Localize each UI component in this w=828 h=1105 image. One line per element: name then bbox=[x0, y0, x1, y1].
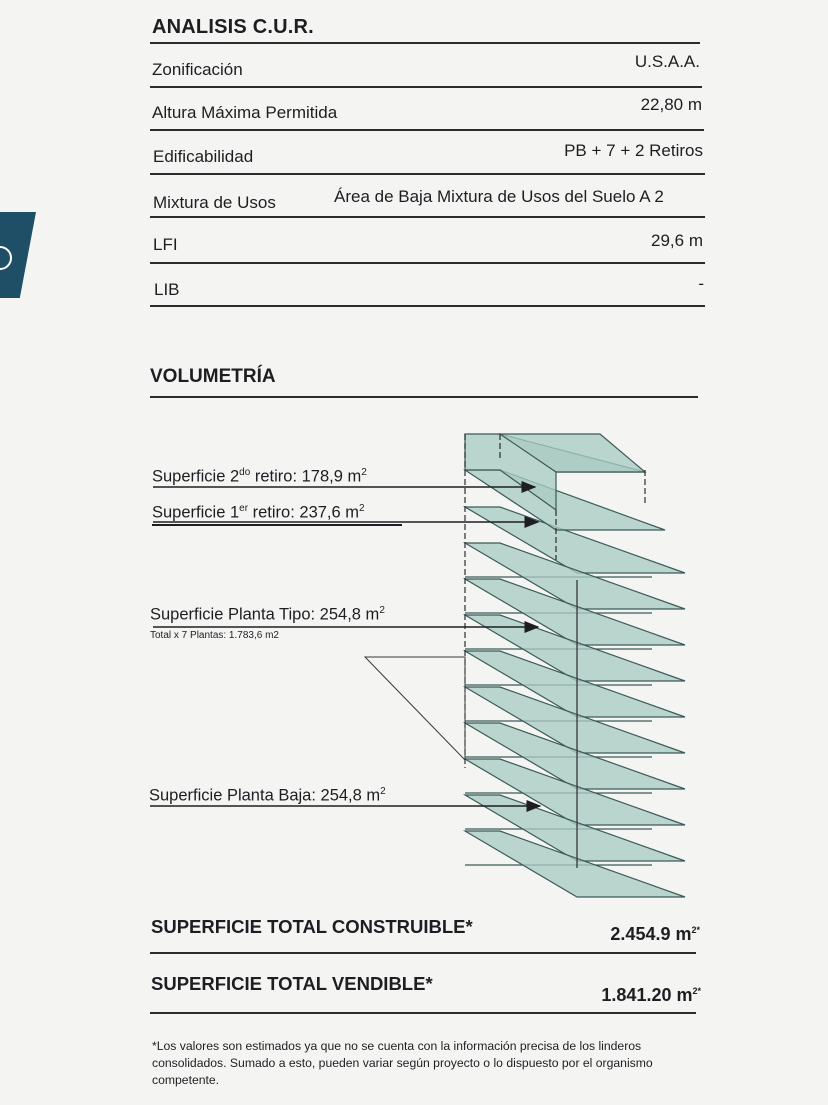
total-construible-value: 2.454.9 $m^{2*}$ bbox=[610, 924, 700, 944]
row-value-mixtura: Área de Baja Mixtura de Usos del Suelo A 2 bbox=[334, 187, 664, 206]
total-rule bbox=[150, 952, 696, 954]
row-value-zonificacion: U.S.A.A. bbox=[634, 52, 700, 71]
row-label-lib: LIB bbox=[154, 280, 180, 299]
row-value-lfi: 29,6 m bbox=[651, 231, 703, 250]
footnote: *Los valores son estimados ya que no se cuenta con la información precisa de los linderos consolidados. Sumado a esto, pueden variar según proyecto o lo dispuesto por el organismo competente. bbox=[152, 1039, 653, 1087]
row-label-lfi: LFI bbox=[153, 235, 178, 254]
total-vendible-value: 1.841.20 $m^{2*}$ bbox=[601, 985, 701, 1005]
row-label-zonificacion: Zonificación bbox=[152, 60, 243, 79]
total-rule bbox=[150, 1012, 696, 1014]
superficie-planta-tipo: Superficie Planta Tipo: 254,8 $m^2$ bbox=[150, 605, 385, 624]
superficie-primer-retiro: Superficie 1er retiro: 237,6 $m^2$ bbox=[152, 503, 365, 522]
row-label-edificabilidad: Edificabilidad bbox=[153, 147, 254, 166]
row-label-mixtura: Mixtura de Usos bbox=[153, 193, 276, 212]
row-value-lib: - bbox=[698, 274, 704, 293]
planta-tipo-total: Total x 7 Plantas: 1.783,6 m2 bbox=[150, 630, 279, 641]
superficie-planta-baja: Superficie Planta Baja: 254,8 $m^2$ bbox=[149, 786, 386, 805]
total-vendible-label: SUPERFICIE TOTAL VENDIBLE* bbox=[151, 973, 433, 994]
volumetria-title: VOLUMETRÍA bbox=[150, 366, 276, 387]
row-label-altura: Altura Máxima Permitida bbox=[152, 103, 338, 122]
row-value-altura: 22,80 m bbox=[640, 95, 702, 114]
analisis-title: ANALISIS C.U.R. bbox=[152, 16, 314, 38]
underline bbox=[152, 524, 402, 526]
total-construible-label: SUPERFICIE TOTAL CONSTRUIBLE* bbox=[151, 916, 473, 937]
superficie-segundo-retiro: Superficie $2^{do}$ retiro: 178,9 $m^2$ bbox=[152, 467, 367, 486]
row-value-edificabilidad: PB + 7 + 2 Retiros bbox=[564, 141, 703, 160]
